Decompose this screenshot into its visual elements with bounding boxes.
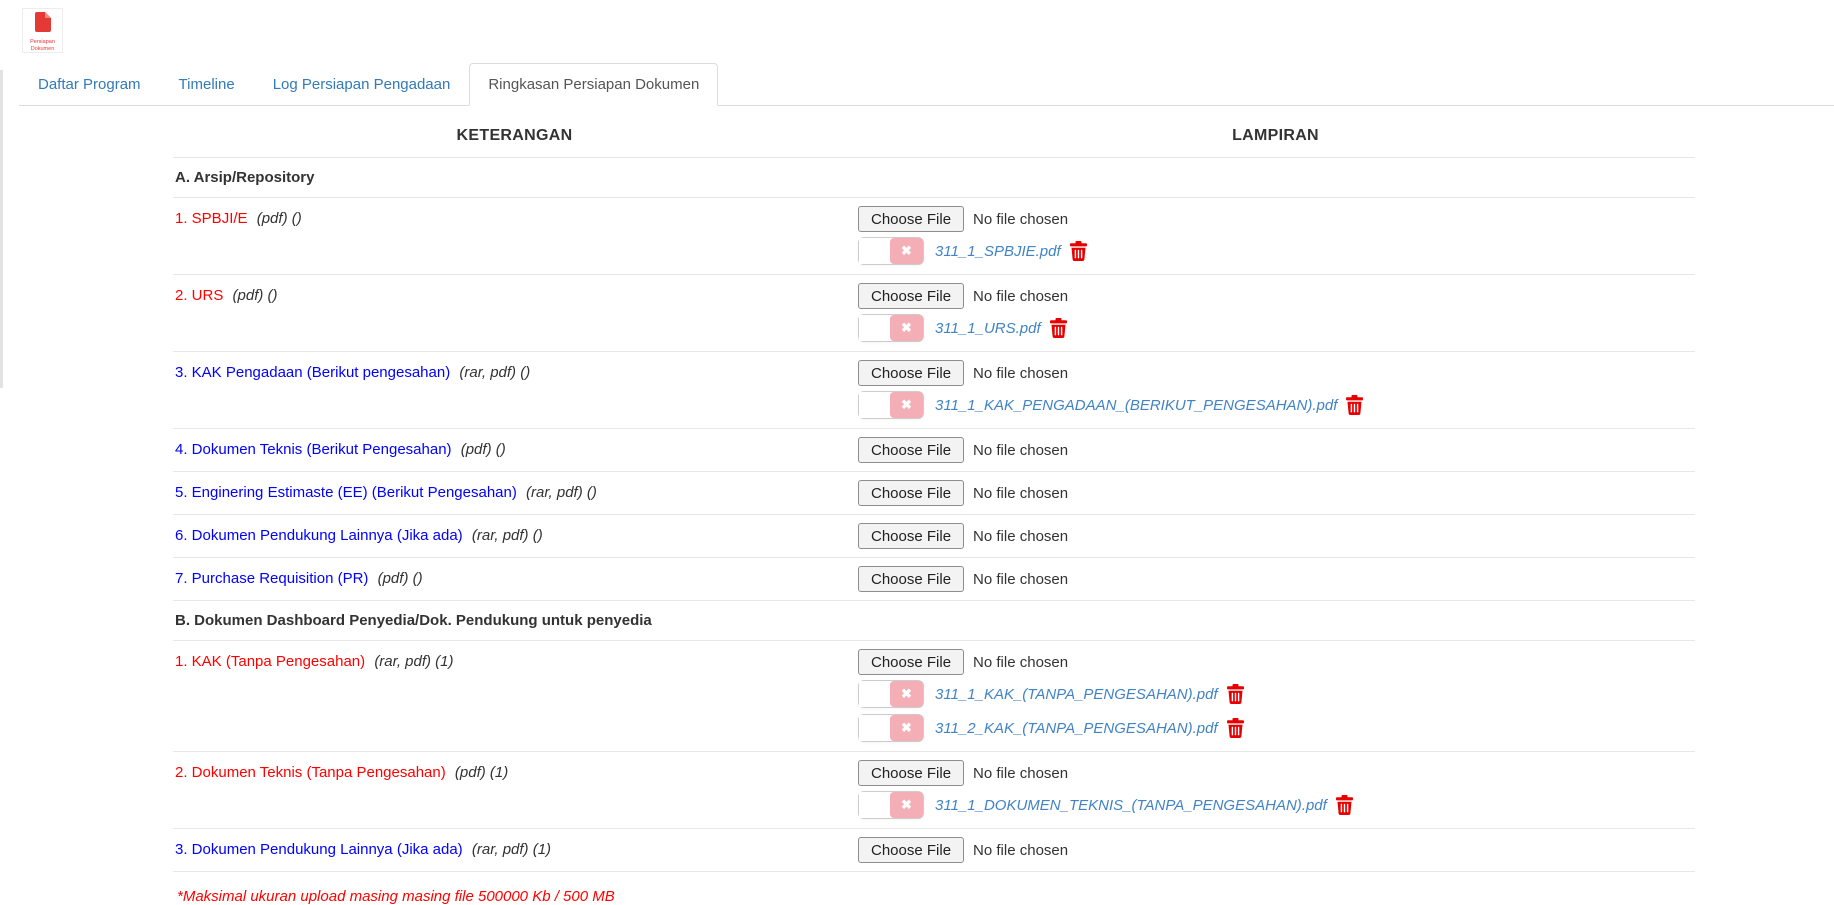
doc-table-body <box>173 158 1695 872</box>
table-row <box>173 275 1695 352</box>
no-file-chosen-text: No file chosen <box>973 570 1069 588</box>
item-label-link[interactable]: 3. Dokumen Pendukung Lainnya (Jika ada) <box>175 841 463 858</box>
file-input <box>858 283 1695 309</box>
file-input <box>858 566 1695 592</box>
no-file-chosen-text: No file chosen <box>973 527 1069 545</box>
trash-icon[interactable] <box>1346 395 1363 415</box>
section-header-row <box>173 158 1695 198</box>
item-lampiran-cell <box>856 283 1695 343</box>
no-file-chosen-text: No file chosen <box>973 841 1069 859</box>
item-label-link[interactable]: 4. Dokumen Teknis (Berikut Pengesahan) <box>175 441 452 458</box>
tab-log-persiapan-pengadaan[interactable]: Log Persiapan Pengadaan <box>272 76 451 93</box>
choose-file-button[interactable]: Choose File <box>858 283 964 309</box>
item-meta-text: (pdf) () <box>460 441 506 458</box>
remove-file-x-button[interactable]: ✖ <box>890 715 923 741</box>
item-keterangan-cell <box>173 283 856 343</box>
choose-file-button[interactable]: Choose File <box>858 480 964 506</box>
tab-bar <box>19 63 1834 106</box>
max-upload-note: *Maksimal ukuran upload masing masing file 500000 Kb / 500 MB <box>177 888 615 905</box>
table-row <box>173 558 1695 601</box>
no-file-chosen-text: No file chosen <box>973 441 1069 459</box>
lampiran-column-header: LAMPIRAN <box>1232 127 1319 144</box>
remove-file-x-button[interactable]: ✖ <box>890 315 923 341</box>
uploaded-file-row <box>858 713 1695 743</box>
item-label-link[interactable]: 2. Dokumen Teknis (Tanpa Pengesahan) <box>175 764 446 781</box>
choose-file-button[interactable]: Choose File <box>858 837 964 863</box>
item-keterangan-cell <box>173 360 856 420</box>
item-label-link[interactable]: 3. KAK Pengadaan (Berikut pengesahan) <box>175 364 451 381</box>
uploaded-file-row <box>858 390 1695 420</box>
file-remove-toggle <box>858 791 924 819</box>
choose-file-button[interactable]: Choose File <box>858 760 964 786</box>
file-input <box>858 523 1695 549</box>
item-lampiran-cell <box>856 360 1695 420</box>
file-checkbox[interactable] <box>859 715 890 741</box>
item-lampiran-cell <box>856 760 1695 820</box>
file-checkbox[interactable] <box>859 792 890 818</box>
item-meta-text: (rar, pdf) (1) <box>471 841 552 858</box>
trash-icon[interactable] <box>1070 241 1087 261</box>
no-file-chosen-text: No file chosen <box>973 484 1069 502</box>
section-title: A. Arsip/Repository <box>175 169 315 186</box>
item-label-link[interactable]: 1. KAK (Tanpa Pengesahan) <box>175 653 366 670</box>
choose-file-button[interactable]: Choose File <box>858 566 964 592</box>
table-row <box>173 198 1695 275</box>
item-keterangan-cell <box>173 566 856 592</box>
item-meta-text: (rar, pdf) (1) <box>374 653 454 670</box>
item-meta-text: (rar, pdf) () <box>471 527 543 544</box>
choose-file-button[interactable]: Choose File <box>858 437 964 463</box>
item-keterangan-cell <box>173 206 856 266</box>
table-row <box>173 515 1695 558</box>
item-label-link[interactable]: 1. SPBJI/E <box>175 210 248 227</box>
uploaded-file-link[interactable]: 311_2_KAK_(TANPA_PENGESAHAN).pdf <box>935 719 1218 737</box>
uploaded-file-link[interactable]: 311_1_KAK_(TANPA_PENGESAHAN).pdf <box>935 685 1218 703</box>
table-row <box>173 472 1695 515</box>
item-lampiran-cell <box>856 837 1695 863</box>
item-lampiran-cell <box>856 649 1695 743</box>
no-file-chosen-text: No file chosen <box>973 210 1069 228</box>
item-lampiran-cell <box>856 566 1695 592</box>
uploaded-file-row <box>858 790 1695 820</box>
keterangan-column-header: KETERANGAN <box>456 127 573 144</box>
remove-file-x-button[interactable]: ✖ <box>890 792 923 818</box>
remove-file-x-button[interactable]: ✖ <box>890 392 923 418</box>
uploaded-file-link[interactable]: 311_1_DOKUMEN_TEKNIS_(TANPA_PENGESAHAN).pdf <box>935 796 1327 814</box>
no-file-chosen-text: No file chosen <box>973 364 1069 382</box>
trash-icon[interactable] <box>1050 318 1067 338</box>
document-summary-table <box>173 118 1695 905</box>
file-input <box>858 649 1695 675</box>
uploaded-file-row <box>858 679 1695 709</box>
remove-file-x-button[interactable]: ✖ <box>890 238 923 264</box>
item-lampiran-cell <box>856 437 1695 463</box>
file-remove-toggle <box>858 237 924 265</box>
file-input <box>858 360 1695 386</box>
widget-label: Persiapan Dokumen <box>30 39 55 52</box>
choose-file-button[interactable]: Choose File <box>858 206 964 232</box>
file-input <box>858 837 1695 863</box>
file-remove-toggle <box>858 314 924 342</box>
table-row <box>173 429 1695 472</box>
remove-file-x-button[interactable]: ✖ <box>890 681 923 707</box>
item-meta-text: (rar, pdf) () <box>526 484 597 501</box>
no-file-chosen-text: No file chosen <box>973 287 1069 305</box>
file-input <box>858 206 1695 232</box>
choose-file-button[interactable]: Choose File <box>858 649 964 675</box>
item-keterangan-cell <box>173 437 856 463</box>
item-label-link[interactable]: 2. URS <box>175 287 224 304</box>
item-label-link[interactable]: 7. Purchase Requisition (PR) <box>175 570 369 587</box>
item-keterangan-cell <box>173 760 856 820</box>
item-lampiran-cell <box>856 206 1695 266</box>
file-remove-toggle <box>858 714 924 742</box>
tab-daftar-program[interactable]: Daftar Program <box>38 76 141 93</box>
file-remove-toggle <box>858 680 924 708</box>
item-label-link[interactable]: 5. Enginering Estimaste (EE) (Berikut Pengesahan) <box>175 484 517 501</box>
choose-file-button[interactable]: Choose File <box>858 523 964 549</box>
table-row <box>173 829 1695 872</box>
no-file-chosen-text: No file chosen <box>973 653 1069 671</box>
item-meta-text: (pdf) () <box>232 287 278 304</box>
item-meta-text: (pdf) (1) <box>454 764 509 781</box>
table-row <box>173 752 1695 829</box>
uploaded-file-link[interactable]: 311_1_SPBJIE.pdf <box>935 242 1061 260</box>
table-row <box>173 352 1695 429</box>
item-meta-text: (rar, pdf) () <box>459 364 531 381</box>
item-label-link[interactable]: 6. Dokumen Pendukung Lainnya (Jika ada) <box>175 527 463 544</box>
item-keterangan-cell <box>173 649 856 743</box>
item-meta-text: (pdf) () <box>377 570 423 587</box>
item-keterangan-cell <box>173 837 856 863</box>
document-icon <box>35 12 51 37</box>
file-checkbox[interactable] <box>859 238 890 264</box>
uploaded-file-row <box>858 236 1695 266</box>
file-checkbox[interactable] <box>859 681 890 707</box>
section-header-row <box>173 601 1695 641</box>
choose-file-button[interactable]: Choose File <box>858 360 964 386</box>
item-lampiran-cell <box>856 523 1695 549</box>
table-header-row <box>173 118 1695 158</box>
item-lampiran-cell <box>856 480 1695 506</box>
uploaded-file-link[interactable]: 311_1_URS.pdf <box>935 319 1041 337</box>
uploaded-file-row <box>858 313 1695 343</box>
uploaded-file-link[interactable]: 311_1_KAK_PENGADAAN_(BERIKUT_PENGESAHAN).pdf <box>935 396 1338 414</box>
persiapan-dokumen-widget[interactable] <box>22 8 63 53</box>
table-row <box>173 641 1695 752</box>
file-checkbox[interactable] <box>859 315 890 341</box>
file-input <box>858 480 1695 506</box>
trash-icon[interactable] <box>1227 718 1244 738</box>
file-remove-toggle <box>858 391 924 419</box>
trash-icon[interactable] <box>1227 684 1244 704</box>
item-keterangan-cell <box>173 523 856 549</box>
trash-icon[interactable] <box>1336 795 1353 815</box>
item-keterangan-cell <box>173 480 856 506</box>
tab-timeline[interactable]: Timeline <box>178 76 235 93</box>
tab-ringkasan-persiapan-dokumen[interactable]: Ringkasan Persiapan Dokumen <box>469 63 718 106</box>
no-file-chosen-text: No file chosen <box>973 764 1069 782</box>
file-checkbox[interactable] <box>859 392 890 418</box>
panel-edge-divider <box>0 70 3 388</box>
file-input <box>858 760 1695 786</box>
section-title: B. Dokumen Dashboard Penyedia/Dok. Pendukung untuk penyedia <box>175 612 652 629</box>
item-meta-text: (pdf) () <box>256 210 302 227</box>
file-input <box>858 437 1695 463</box>
